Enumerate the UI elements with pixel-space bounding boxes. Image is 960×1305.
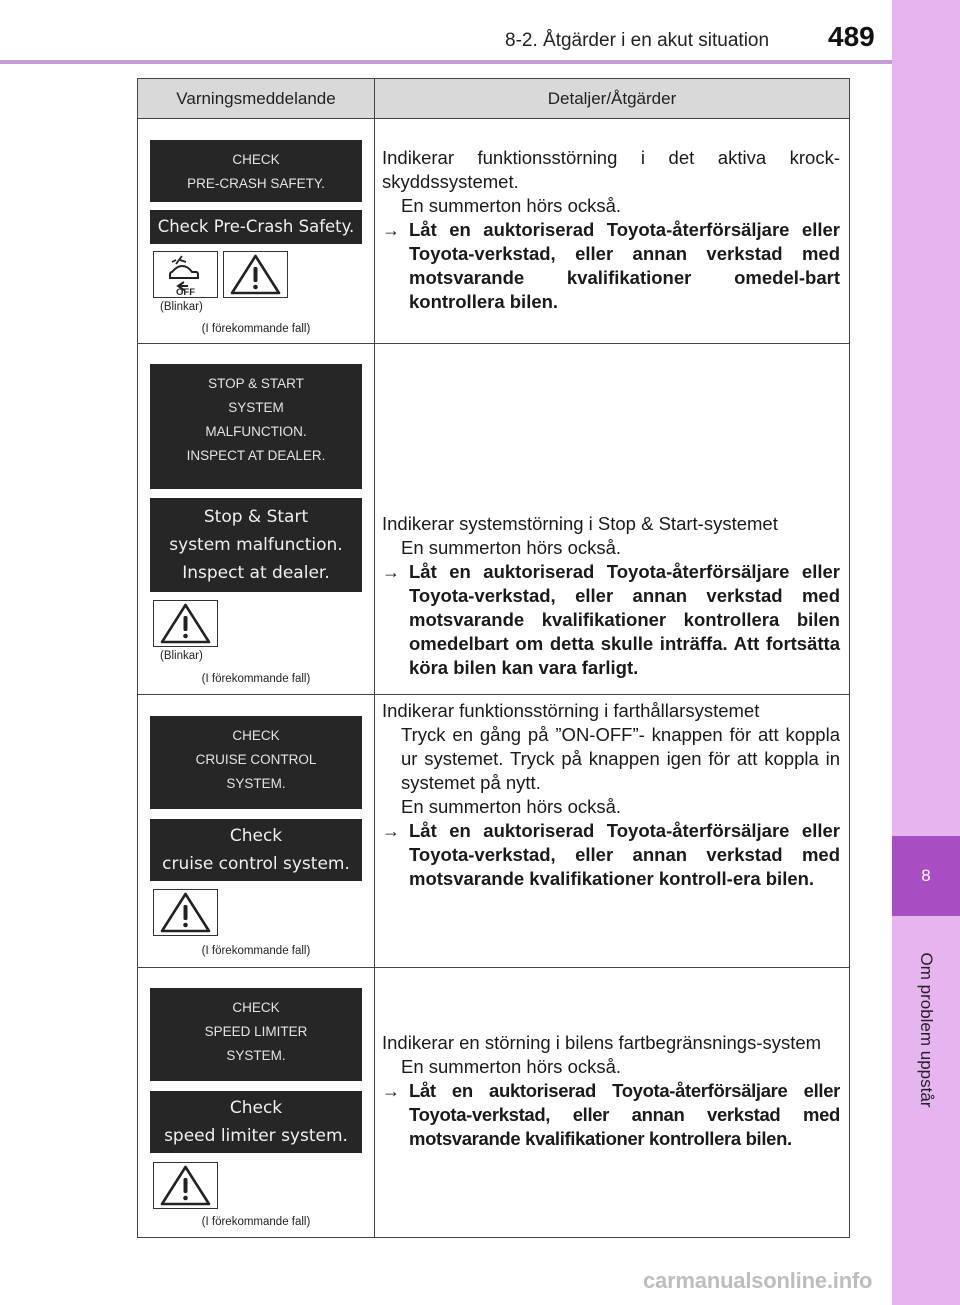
applicability-note: (I förekommande fall) <box>201 673 311 685</box>
buzzer-note: En summerton hörs också. <box>401 1056 622 1077</box>
message-cell <box>138 120 374 343</box>
buzzer-note: En summerton hörs också. <box>401 796 622 817</box>
table-row-stop-start <box>138 344 849 694</box>
description: Indikerar funktionsstörning i farthållarsystemet <box>382 700 760 721</box>
description: Indikerar funktionsstörning i det aktiva krock-skyddssystemet. <box>382 147 840 192</box>
warning-triangle-icon <box>153 889 218 936</box>
chapter-number: 8 <box>921 866 931 885</box>
applicability-note: (I förekommande fall) <box>201 945 311 957</box>
chapter-label-text: Om problem uppstår <box>917 952 936 1108</box>
button-instruction: Tryck en gång på ”ON-OFF”- knappen för att koppla ur systemet. Tryck på knappen igen för att koppla in systemet på nytt. <box>401 724 840 793</box>
blink-caption: (Blinkar) <box>160 301 203 313</box>
watermark: carmanualsonline.info <box>643 1268 873 1293</box>
section-title: 8-2. Åtgärder i en akut situation <box>505 30 770 51</box>
action-text: → Låt en auktoriserad Toyota-återförsäljare eller Toyota-verkstad, eller annan verkstad med motsvarande kvalifikationer kontrollera bilen omedelbart om detta skulle inträffa. Att fortsätta köra bilen kan vara farligt. <box>382 561 840 678</box>
arrow-right-icon: → <box>382 821 400 841</box>
buzzer-note: En summerton hörs också. <box>401 195 622 216</box>
page-number: 489 <box>828 21 875 52</box>
details-cell <box>382 512 840 680</box>
svg-text:OFF: OFF <box>176 287 195 297</box>
message-cell <box>138 344 374 694</box>
multi-info-message: Check Pre-Crash Safety. <box>150 210 362 244</box>
buzzer-note: En summerton hörs också. <box>401 537 622 558</box>
action-text: → Låt en auktoriserad Toyota-återförsäljare eller Toyota-verkstad, eller annan verkstad med motsvarande kvalifikationer omedel-bart kontrollera bilen. <box>382 219 840 312</box>
chapter-label <box>898 928 954 1128</box>
description: Indikerar systemstörning i Stop & Start-systemet <box>382 513 778 534</box>
message-cell <box>138 968 374 1237</box>
chapter-tab[interactable] <box>892 836 960 916</box>
display-message: CHECK PRE-CRASH SAFETY. <box>150 140 362 202</box>
header-details: Detaljer/Åtgärder <box>547 89 677 108</box>
description: Indikerar en störning i bilens fartbegränsnings-system <box>382 1032 822 1053</box>
message-cell <box>138 695 374 967</box>
warning-triangle-icon <box>153 1162 218 1209</box>
table-row-cruise-control <box>138 695 849 967</box>
action-text: → Låt en auktoriserad Toyota-återförsäljare eller Toyota-verkstad, eller annan verkstad med motsvarande kvalifikationer kontroll-era bilen. <box>382 820 840 889</box>
arrow-right-icon: → <box>382 1081 400 1101</box>
page-header <box>0 0 892 62</box>
warning-table <box>137 78 850 1238</box>
details-cell <box>382 699 840 891</box>
table-row-speed-limiter <box>138 968 849 1237</box>
action-text: → Låt en auktoriserad Toyota-återförsäljare eller Toyota-verkstad, eller annan verkstad med motsvarande kvalifikationer kontrollera bilen. <box>382 1080 840 1149</box>
warning-triangle-icon <box>223 251 288 298</box>
header-message: Varningsmeddelande <box>176 89 336 108</box>
details-cell <box>382 1031 840 1151</box>
display-message: CHECK CRUISE CONTROL SYSTEM. <box>150 716 362 809</box>
display-message: CHECK SPEED LIMITER SYSTEM. <box>150 988 362 1081</box>
header-rule <box>0 60 892 64</box>
blink-caption: (Blinkar) <box>160 650 203 662</box>
warning-triangle-icon <box>153 600 218 647</box>
multi-info-message: Check cruise control system. <box>150 819 362 881</box>
multi-info-message: Check speed limiter system. <box>150 1091 362 1153</box>
applicability-note: (I förekommande fall) <box>201 1216 311 1228</box>
details-cell <box>382 146 840 314</box>
display-message: STOP & START SYSTEM MALFUNCTION. INSPECT AT DEALER. <box>150 364 362 489</box>
table-row-pre-crash <box>138 120 849 343</box>
multi-info-message: Stop & Start system malfunction. Inspect at dealer. <box>150 498 362 592</box>
table-header <box>138 79 849 119</box>
arrow-right-icon: → <box>382 562 400 582</box>
arrow-right-icon: → <box>382 220 400 240</box>
pre-crash-off-icon <box>153 251 218 298</box>
applicability-note: (I förekommande fall) <box>201 323 311 335</box>
